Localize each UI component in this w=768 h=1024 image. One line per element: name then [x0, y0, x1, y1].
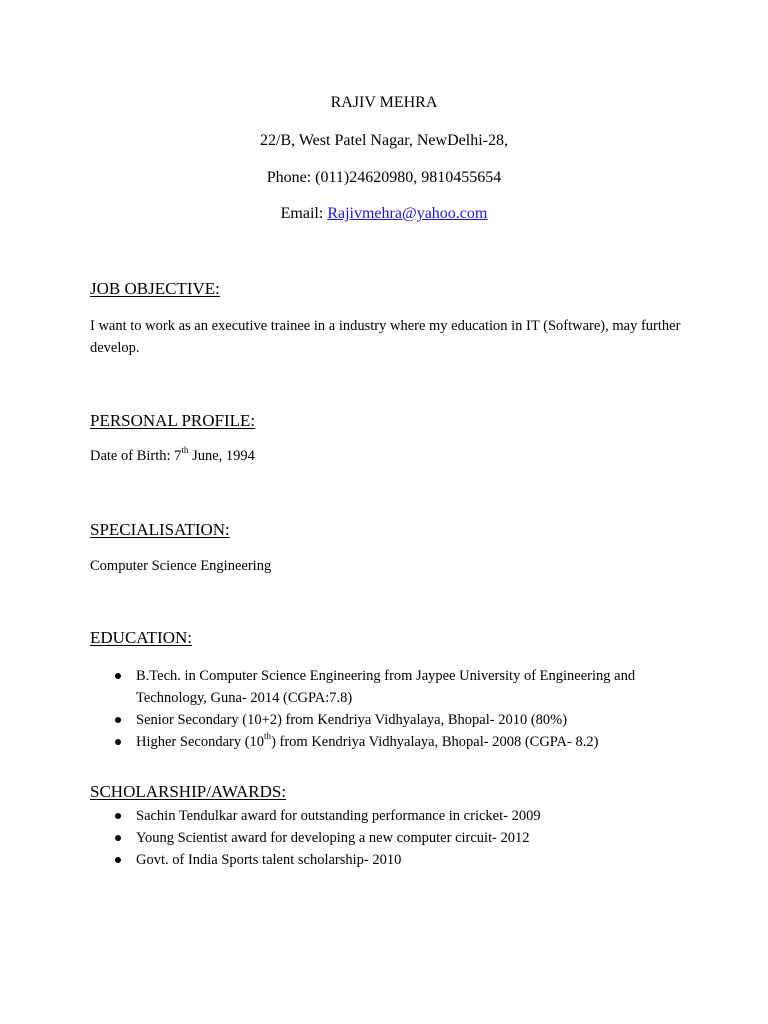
awards-heading: SCHOLARSHIP/AWARDS:	[90, 782, 287, 801]
education-item-prefix: Higher Secondary (10	[136, 734, 265, 750]
list-item	[90, 827, 690, 849]
award-item-text: Young Scientist award for developing a new computer circuit- 2012	[136, 830, 530, 846]
list-item	[90, 849, 690, 871]
list-item	[90, 731, 690, 753]
job-objective-heading: JOB OBJECTIVE:	[90, 279, 220, 298]
education-item-superscript: th	[264, 731, 272, 742]
education-item-suffix: ) from Kendriya Vidhyalaya, Bhopal- 2008 (CGPA- 8.2)	[271, 734, 599, 750]
dob-superscript: th	[181, 445, 189, 456]
list-item	[90, 709, 690, 731]
specialisation-heading: SPECIALISATION:	[90, 520, 230, 539]
dob-suffix: June, 1994	[188, 448, 255, 464]
email-link[interactable]: Rajivmehra@yahoo.com	[327, 205, 488, 222]
bullet-icon	[115, 673, 121, 679]
education-list	[90, 665, 690, 753]
dob-prefix: Date of Birth: 7	[90, 448, 182, 464]
education-item-text: Senior Secondary (10+2) from Kendriya Vidhyalaya, Bhopal- 2010 (80%)	[136, 712, 568, 728]
address-line: 22/B, West Patel Nagar, NewDelhi-28,	[260, 132, 508, 149]
award-item-text: Govt. of India Sports talent scholarship- 2010	[136, 852, 402, 868]
awards-list	[90, 805, 690, 871]
award-item-text: Sachin Tendulkar award for outstanding performance in cricket- 2009	[136, 808, 541, 824]
specialisation-text: Computer Science Engineering	[90, 558, 272, 574]
date-of-birth	[90, 445, 690, 467]
education-item-text: B.Tech. in Computer Science Engineering from Jaypee University of Engineering and Technology, Guna- 2014 (CGPA:7.8)	[136, 668, 636, 706]
bullet-icon	[115, 813, 121, 819]
list-item	[90, 805, 690, 827]
email-label: Email:	[280, 205, 328, 222]
bullet-icon	[115, 717, 121, 723]
list-item	[90, 665, 690, 709]
bullet-icon	[115, 835, 121, 841]
phone-line: Phone: (011)24620980, 9810455654	[266, 169, 502, 186]
bullet-icon	[115, 739, 121, 745]
education-heading: EDUCATION:	[90, 628, 192, 647]
job-objective-text: I want to work as an executive trainee in a industry where my education in IT (Software), may further develop.	[90, 318, 681, 356]
bullet-icon	[115, 857, 121, 863]
email-line	[0, 204, 768, 224]
candidate-name: RAJIV MEHRA	[330, 94, 438, 111]
personal-profile-heading: PERSONAL PROFILE:	[90, 411, 256, 430]
